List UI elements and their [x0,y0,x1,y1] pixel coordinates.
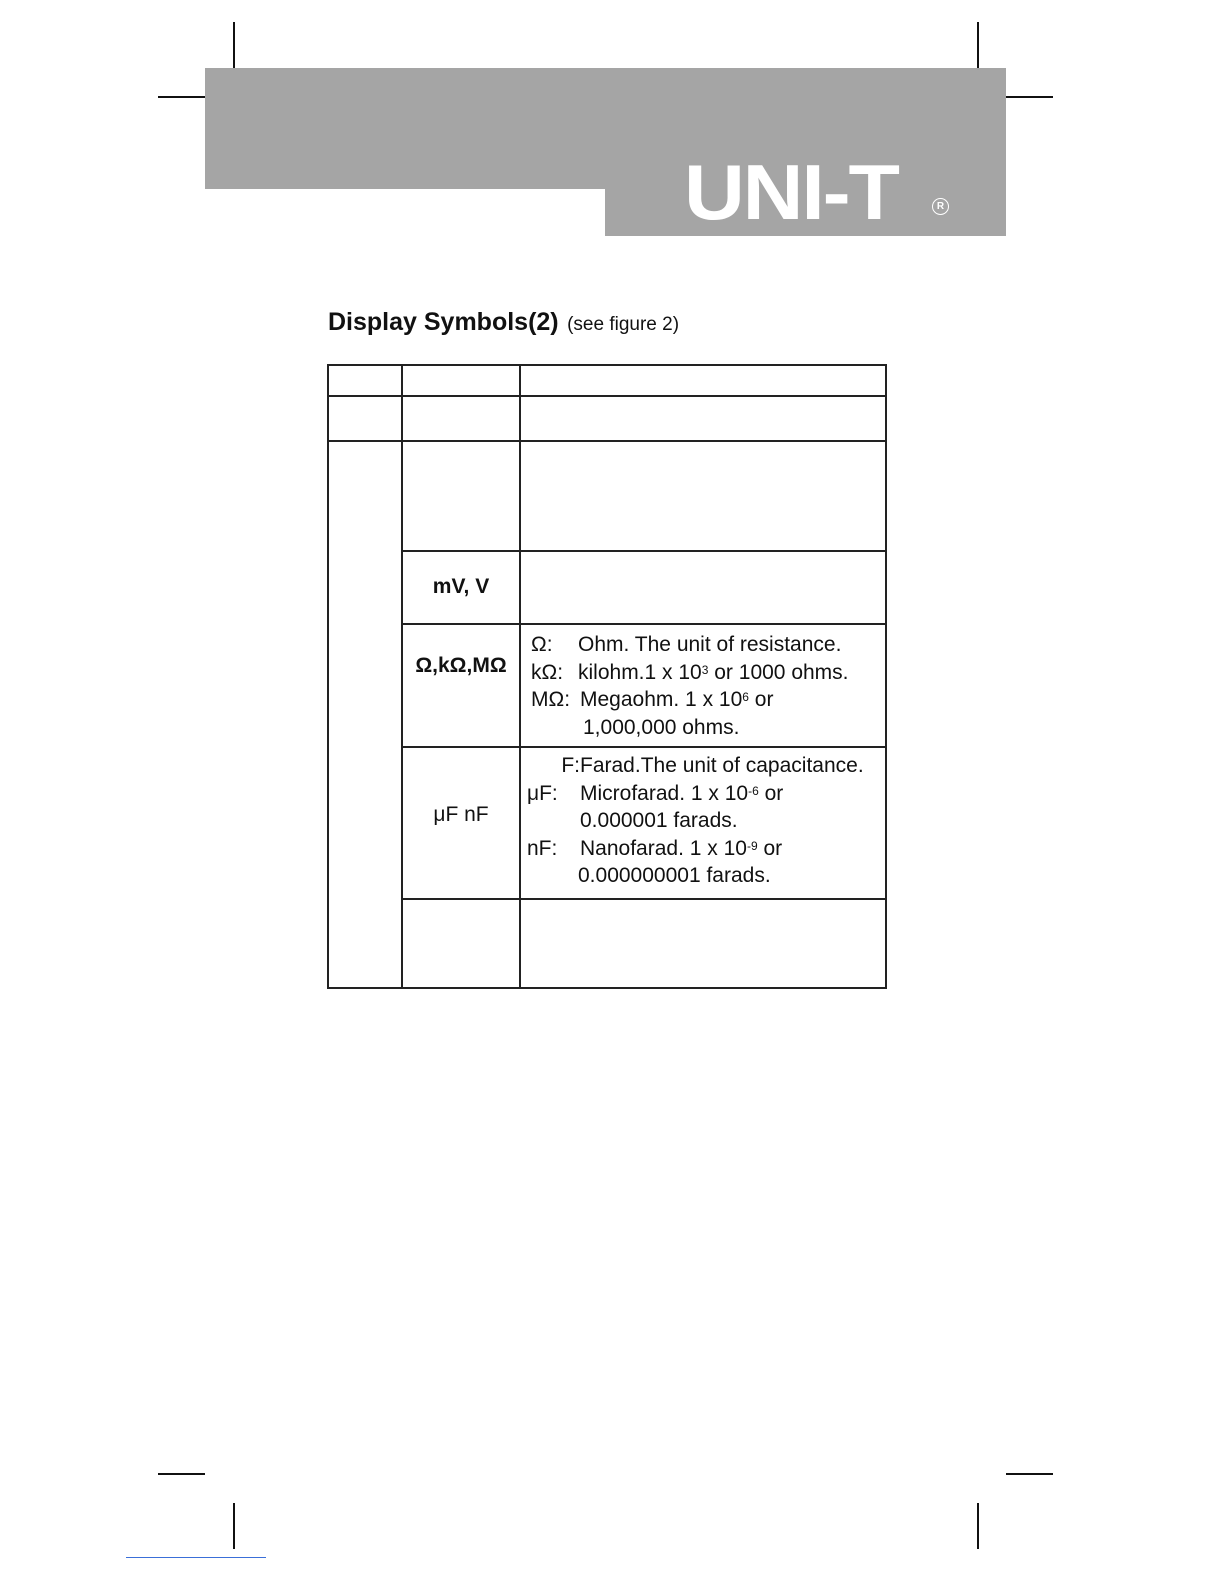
exponent: -9 [746,838,758,853]
unit-text: or [757,836,783,860]
list-item [531,659,849,687]
capacitance-description [527,752,864,890]
list-item [527,807,864,835]
exponent: 3 [701,662,709,677]
unit-text: kilohm.1 x 10 [578,660,702,684]
crop-mark-bottom-left [233,1503,235,1549]
brand-logo [684,148,945,236]
table-row-symbol: μF nF [433,802,489,826]
exponent: -6 [748,783,759,798]
unit-key: Ω: [531,633,553,656]
list-item [531,686,849,714]
crop-mark-top-left-h [158,96,205,98]
unit-text: 1,000,000 ohms. [583,715,740,739]
unit-text: 0.000001 farads. [580,809,738,832]
unit-text: or 1000 ohms. [708,660,849,684]
unit-text: 0.000000001 farads. [578,864,771,887]
crop-mark-top-left [233,22,235,68]
unit-text: Megaohm. 1 x 10 [580,688,743,711]
list-item [527,752,864,780]
crop-mark-top-right-h [1006,96,1053,98]
unit-key: nF: [527,836,558,860]
table-row-symbol: mV, V [432,575,490,598]
unit-key: F: [561,754,580,777]
unit-key [527,862,578,890]
page-title [328,308,679,337]
crop-mark-bottom-right-h [1006,1473,1053,1475]
list-item [527,862,864,890]
table-row-line [327,440,887,442]
section-title: Display Symbols(2) [328,308,559,336]
section-note: (see figure 2) [567,314,680,335]
unit-text: Farad.The unit of capacitance. [580,754,864,777]
crop-mark-bottom-right [977,1503,979,1549]
resistance-description [531,631,849,741]
unit-key: MΩ: [531,688,571,711]
unit-text: Nanofarad. 1 x 10 [580,836,747,860]
unit-key [531,714,583,742]
brand-logo-text: UNI-T [684,148,898,236]
page-link-underline [126,1557,266,1558]
crop-mark-top-right [977,22,979,68]
unit-key [527,807,580,835]
exponent: 6 [742,690,749,704]
unit-text: Microfarad. 1 x 10 [580,781,749,805]
table-row-symbol: Ω,kΩ,MΩ [415,654,507,677]
unit-key: kΩ: [531,660,564,684]
table-row-line [401,898,887,900]
list-item [531,714,849,742]
unit-text: or [748,688,774,711]
registered-mark-icon: R [932,198,949,215]
unit-text: Ohm. The unit of resistance. [578,633,842,656]
crop-mark-bottom-left-h [158,1473,205,1475]
table-row-line [327,395,887,397]
list-item [527,835,864,863]
list-item [527,780,864,808]
unit-key: μF: [527,781,558,805]
unit-text: or [758,781,784,805]
list-item [531,631,849,659]
